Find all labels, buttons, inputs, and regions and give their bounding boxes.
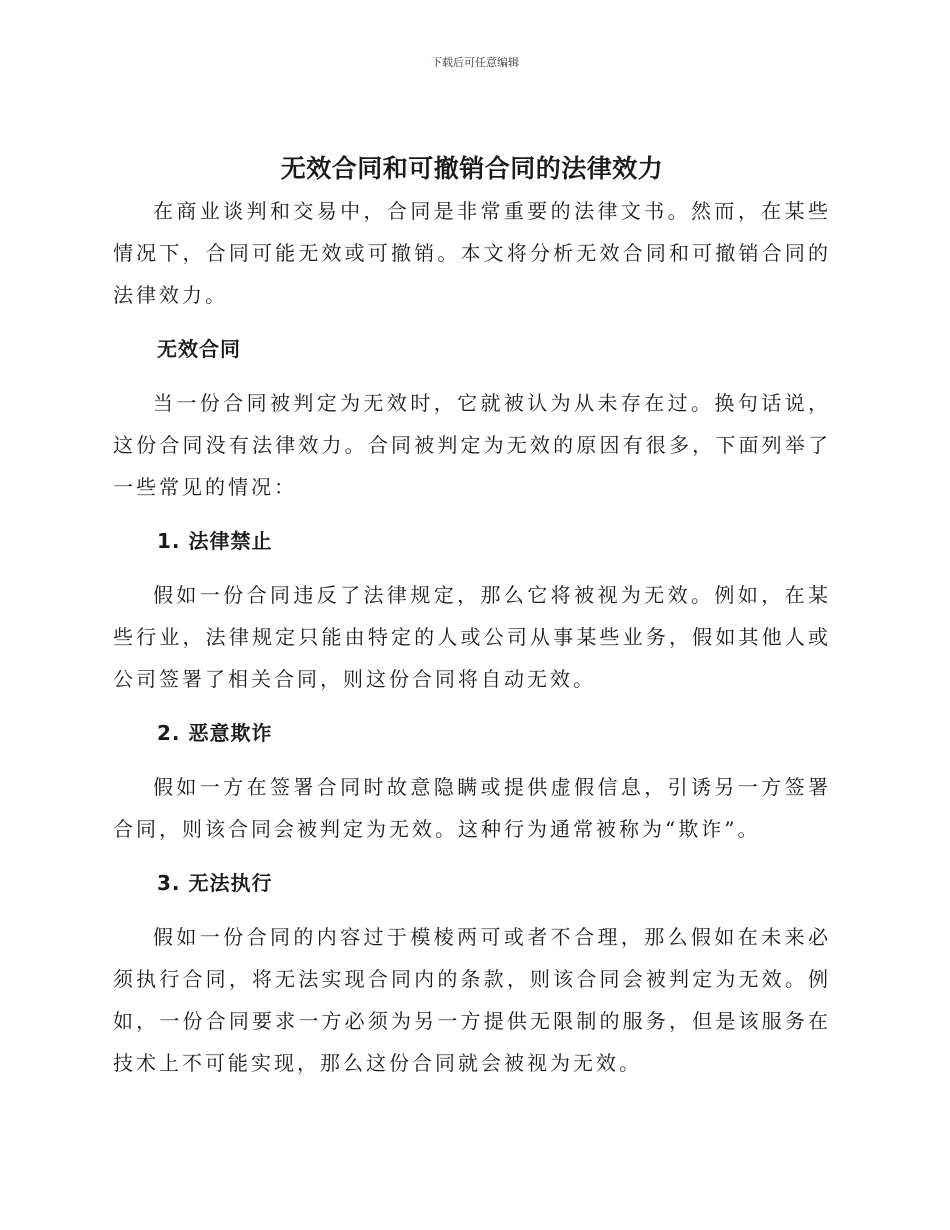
item-heading-malicious-fraud: 2. 恶意欺诈 <box>157 721 273 745</box>
item-heading-law-prohibited: 1. 法律禁止 <box>157 529 273 553</box>
document-body <box>113 148 831 1084</box>
item-paragraph-unenforceable: 假如一份合同的内容过于模棱两可或者不合理，那么假如在未来必须执行合同，将无法实现合同内的条款，则该合同会被判定为无效。例如，一份合同要求一方必须为另一方提供无限制的服务，但是该服务在技术上不可能实现，那么这份合同就会被视为无效。 <box>113 925 831 1075</box>
invalid-contract-paragraph: 当一份合同被判定为无效时，它就被认为从未存在过。换句话说，这份合同没有法律效力。合同被判定为无效的原因有很多，下面列举了一些常见的情况： <box>113 391 831 499</box>
item-paragraph-malicious-fraud: 假如一方在签署合同时故意隐瞒或提供虚假信息，引诱另一方签署合同，则该合同会被判定为无效。这种行为通常被称为“欺诈”。 <box>113 775 831 841</box>
header-note: 下载后可任意编辑 <box>431 56 519 69</box>
item-heading-unenforceable: 3. 无法执行 <box>157 871 273 895</box>
document-title: 无效合同和可撤销合同的法律效力 <box>280 154 664 183</box>
section-heading-invalid-contract: 无效合同 <box>157 337 241 361</box>
item-paragraph-law-prohibited: 假如一份合同违反了法律规定，那么它将被视为无效。例如，在某些行业，法律规定只能由特定的人或公司从事某些业务，假如其他人或公司签署了相关合同，则这份合同将自动无效。 <box>113 583 831 691</box>
intro-paragraph: 在商业谈判和交易中，合同是非常重要的法律文书。然而，在某些情况下，合同可能无效或可撤销。本文将分析无效合同和可撤销合同的法律效力。 <box>113 199 831 307</box>
